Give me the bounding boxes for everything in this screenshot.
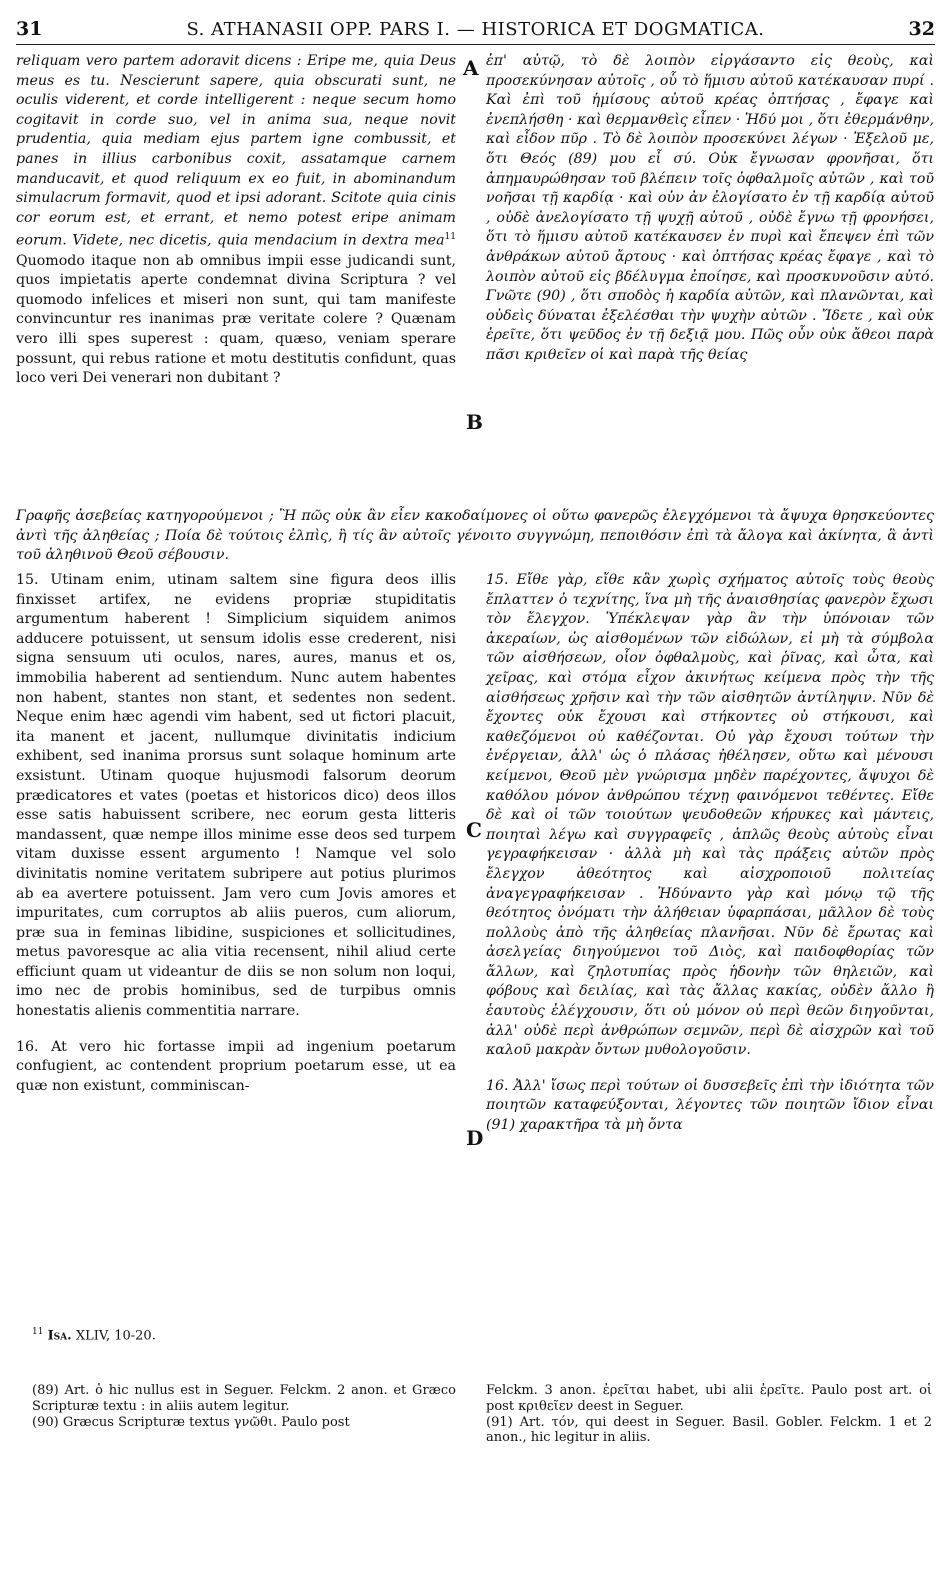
margin-marker-b: B xyxy=(466,410,483,434)
footnote-book: Isa. xyxy=(47,1328,72,1344)
latin-scripture-text: reliquam vero partem adoravit dicens : Eripe me, quia Deus meus es tu. Nescierunt sapere, quia obscurati sunt, ne oculis viderent, et corde intelligerent : neque secum homo cogitavit in corde suo, vel in anima sua, neque novit prudentia, quia mediam ejus partem igne combussit, et panes in illius carbonibus coxit, assatamque carnem manducavit, et quod reliquum ex eo fuit, in abominandum simulacrum formavit, quod et ipsi adorant. Scitote quia cinis cor eorum est, et errant, et nemo potest eripe animam eorum. Videte, nec dicetis, quia mendacium in dextra mea xyxy=(16,53,456,250)
notes-right xyxy=(486,1383,932,1446)
footnote-marker: 11 xyxy=(444,232,456,243)
latin-commentary-text: Quomodo itaque non ab omnibus impii esse judicandi sunt, quos impietatis aperte condemnat divina Scriptura ? vel quomodo infelices et miseri non sunt, qui tam manifeste convincuntur res inanimas præ veritate colere ? Quænam vero illi spes superest : quam, quæso, veniam sperare possunt, qui rebus ratione et motu destitutis confidunt, quas loco veri Dei venerari non dubitant ? xyxy=(16,252,456,387)
margin-marker-c: C xyxy=(466,818,482,842)
margin-marker-d: D xyxy=(466,1126,484,1150)
margin-marker-a: A xyxy=(463,56,479,80)
greek-paragraph: ἐπ' αὐτῷ, τὸ δὲ λοιπὸν εἰργάσαντο εἰς θεοὺς, καὶ προσεκύνησαν αὐτοῖς , οὗ τὸ ἥμισυ αὐτοῦ κατέκαυσαν πυρί . Καὶ ἐπὶ τοῦ ἡμίσους αὐτοῦ κρέας ὀπτήσας , ἔφαγε καὶ ἐνεπλήσθη · καὶ θερμανθεὶς εἶπεν · Ἡδύ μοι , ὅτι ἐθερμάνθην, καὶ εἶδον πῦρ . Τὸ δὲ λοιπὸν προσεκύνει λέγων · Ἐξελοῦ με, ὅτι Θεός (89) μου εἶ σύ. Οὐκ ἔγνωσαν φρονῆσαι, ὅτι ἀπημαυρώθησαν τοῦ βλέπειν τοῖς ὀφθαλμοῖς αὐτῶν , καὶ τοῦ νοῆσαι τῇ καρδίᾳ · καὶ οὐν ἀν ἐλογίσατο ἐν τῇ καρδίᾳ αὐτοῦ , οὐδὲ ἀνελογίσατο τῇ ψυχῇ αὐτοῦ , οὐδὲ ἔγνω τῇ φρονήσει, ὅτι τὸ ἥμισυ αὐτοῦ κατέκαυσεν ἐν πυρὶ καὶ ἔπεψεν ἐπὶ τῶν ἀνθράκων αὐτοῦ ἄρτους · καὶ ὀπτήσας κρέας ἔφαγε , καὶ τὸ λοιπὸν αὐτοῦ εἰς βδέλυγμα ἐποίησε, καὶ προσκυνοῦσιν αὐτό. Γνῶτε (90) , ὅτι σποδὸς ἡ καρδία αὐτῶν, καὶ πλανῶνται, καὶ οὐδεὶς δύναται ἐξελέσθαι τὴν ψυχὴν αὐτῶν . Ἴδετε , καὶ οὐκ ἐρεῖτε, ὅτι ψεῦδος ἐν τῇ δεξιᾷ μου. Πῶς οὖν οὐκ ἄθεοι παρὰ πᾶσι κριθεῖεν οἱ καὶ παρὰ τῆς θείας xyxy=(486,53,934,363)
latin-paragraph xyxy=(16,52,456,389)
greek-column-block1 xyxy=(486,52,934,366)
greek-section-15: 15. Εἴθε γὰρ, εἴθε κἂν χωρὶς σχήματος αὐτοῖς τοὺς θεοὺς ἔπλαττεν ὁ τεχνίτης, ἵνα μὴ τῆς ἀναισθησίας φανερὸν ἔχωσι τὸν ἔλεγχον. Ὑπέκλεψαν γὰρ ἂν τὴν ὑπόνοιαν τῶν ἀκεραίων, ὡς αἰσθομένων τῶν εἰδώλων, εἰ μὴ τὰ σύμβολα τῶν αἰσθήσεων, οἷον ὀφθαλμοὺς, καὶ ῥῖνας, καὶ ὦτα, καὶ χεῖρας, καὶ στόμα εἶχον ἀκινήτως κείμενα πρὸς τὴν τῆς αἰσθήσεως χρῆσιν καὶ τὴν τῶν αἰσθητῶν ἀντίληψιν. Νῦν δὲ ἔχοντες οὐκ ἔχουσι καὶ στήκοντες οὐ στήκουσι, καὶ καθεζόμενοι οὐ καθέζονται. Οὐ γὰρ ἔχουσι τούτων τὴν ἐνέργειαν, ἀλλ' ὡς ὁ πλάσας ἠθέλησεν, οὕτω καὶ μένουσι κείμενοι, Θεοῦ μὲν γνώρισμα μηδὲν παρέχοντες, ἄψυχοι δὲ καθόλου μόνον ἀνθρώπου τέχνῃ φαινόμενοι τεθέντες. Εἴθε δὲ καὶ οἱ τῶν τοιούτων ψευδοθεῶν κήρυκες καὶ μάντεις, ποιηταὶ λέγω καὶ συγγραφεῖς , ἁπλῶς θεοὺς αὐτοὺς εἶναι γεγραφήκεισαν · ἀλλὰ μὴ καὶ τὰς πράξεις αὐτῶν πρὸς ἔλεγχον ἀθεότητος καὶ αἰσχροποιοῦ πολιτείας ἀναγεγραφήκεισαν . Ἠδύναντο γὰρ καὶ μόνῳ τῷ τῆς θεότητος ὀνόματι τὴν ἀλήθειαν ὑφαρπάσαι, μᾶλλον δὲ τοὺς πολλοὺς ἀπὸ τῆς ἀληθείας πλανῆσαι. Νῦν δὲ ἔρωτας καὶ ἀσελγείας διηγούμενοι τοῦ Διὸς, καὶ παιδοφθορίας τῶν ἄλλων, καὶ ζηλοτυπίας πρὸς ἡδονὴν τῶν θηλειῶν, καὶ φόβους καὶ δειλίας, καὶ τὰς ἄλλας κακίας, οὐδὲν ἄλλο ἢ ἑαυτοὺς ἐλέγχουσιν, ὅτι οὐ μόνον οὐ περὶ θεῶν διηγοῦνται, ἀλλ' οὐδὲ περὶ ἀνθρώπων σεμνῶν, περὶ δὲ αἰσχρῶν καὶ τοῦ καλοῦ μακρὰν ὄντων μυθολογοῦσιν. xyxy=(486,572,934,1059)
notes-left xyxy=(32,1383,456,1430)
greek-column-block2 xyxy=(486,571,934,1136)
fullwidth-greek xyxy=(16,507,934,566)
fullwidth-greek-paragraph: Γραφῆς ἀσεβείας κατηγορούμενοι ; Ἢ πῶς οὐκ ἂν εἶεν κακοδαίμονες οἱ οὕτω φανερῶς ἐλεγχόμενοι τὰ ἄψυχα θρησκεύοντες ἀντὶ τῆς ἀληθείας ; Ποία δὲ τούτοις ἐλπὶς, ἢ τίς ἂν αὐτοῖς γένοιτο συγγνώμη, πεποιθόσιν ἐπὶ τὰ ἄλογα καὶ ἀκίνητα, ἃ ἀντὶ τοῦ ἀληθινοῦ Θεοῦ σέβουσιν. xyxy=(16,508,934,564)
greek-section-16: 16. Ἀλλ' ἴσως περὶ τούτων οἱ δυσσεβεῖς ἐπὶ τὴν ἰδιότητα τῶν ποιητῶν καταφεύξονται, λέγοντες τῶν ποιητῶν ἴδιον εἶναι (91) χαρακτῆρα τὰ μὴ ὄντα xyxy=(486,1077,934,1134)
header-rule xyxy=(16,44,935,45)
page-number-left: 31 xyxy=(16,18,43,40)
page-header xyxy=(16,18,935,42)
note-89: (89) Art. ὁ hic nullus est in Seguer. Felckm. 2 anon. et Græco Scripturæ textu : in aliis autem legitur. xyxy=(32,1383,456,1414)
latin-section-15: 15. Utinam enim, utinam saltem sine figura deos illis finxisset artifex, ne evidens propriæ stupiditatis argumentum haberent ! Simplicium siquidem animos adducere potuissent, ut sensum idolis esse crederent, nisi signa sensuum uti oculos, nares, aures, manus et os, immobilia haberent ad sentiendum. Nunc autem habentes non habent, stantes non stant, et sedentes non sedent. Neque enim hæc agendi vim habent, sed ut fictori placuit, ita manent et jacent, nullumque divinitatis indicium exhibent, sed inanima prorsus sunt solaque hominum arte exsistunt. Utinam quoque hujusmodi falsorum deorum prædicatores et vates (poetas et historicos dico) deos illos esse satis habuissent scribere, nec eorum gesta litteris mandassent, quæ nempe illos minime esse deos sed turpem vitam duxisse essent argumento ! Namque vel solo divinitatis nomine veritatem subripere aut potius plurimos ab ea avertere potuissent. Jam vero cum Jovis amores et impuritates, cum corruptos ab aliis pueros, cum aliorum, præ sua in feminas libidine, suspiciones et sollicitudines, metus pavoresque ac alia vitia recensent, nihil aliud certe efficiunt quam ut videantur de diis se non solum non loqui, imo nec de probis hominibus, sed de turpibus omnis honestatis alienis commentitia narrare. xyxy=(16,572,456,1020)
latin-column-block1 xyxy=(16,52,456,389)
latin-section-16: 16. At vero hic fortasse impii ad ingenium poetarum confugient, ac contendent proprium poetarum esse, ut ea quæ non existunt, comminiscan- xyxy=(16,1038,456,1094)
running-title: S. ATHANASII OPP. PARS I. — HISTORICA ET DOGMATICA. xyxy=(186,19,765,40)
page-number-right: 32 xyxy=(908,18,935,40)
latin-column-block2 xyxy=(16,571,456,1096)
scripture-footnote xyxy=(32,1327,156,1343)
footnote-reference: XLIV, 10-20. xyxy=(75,1328,156,1344)
note-91: (91) Art. τόν, qui deest in Seguer. Basil. Gobler. Felckm. 1 et 2 anon., hic legitur in aliis. xyxy=(486,1414,932,1446)
footnote-number: 11 xyxy=(32,1327,44,1337)
note-90: (90) Græcus Scripturæ textus γνῶθι. Paulo post xyxy=(32,1414,350,1430)
note-90-continued: Felckm. 3 anon. ἐρεῖται habet, ubi alii ἐρεῖτε. Paulo post art. οἱ post κριθεῖεν deest in Seguer. xyxy=(486,1383,932,1414)
